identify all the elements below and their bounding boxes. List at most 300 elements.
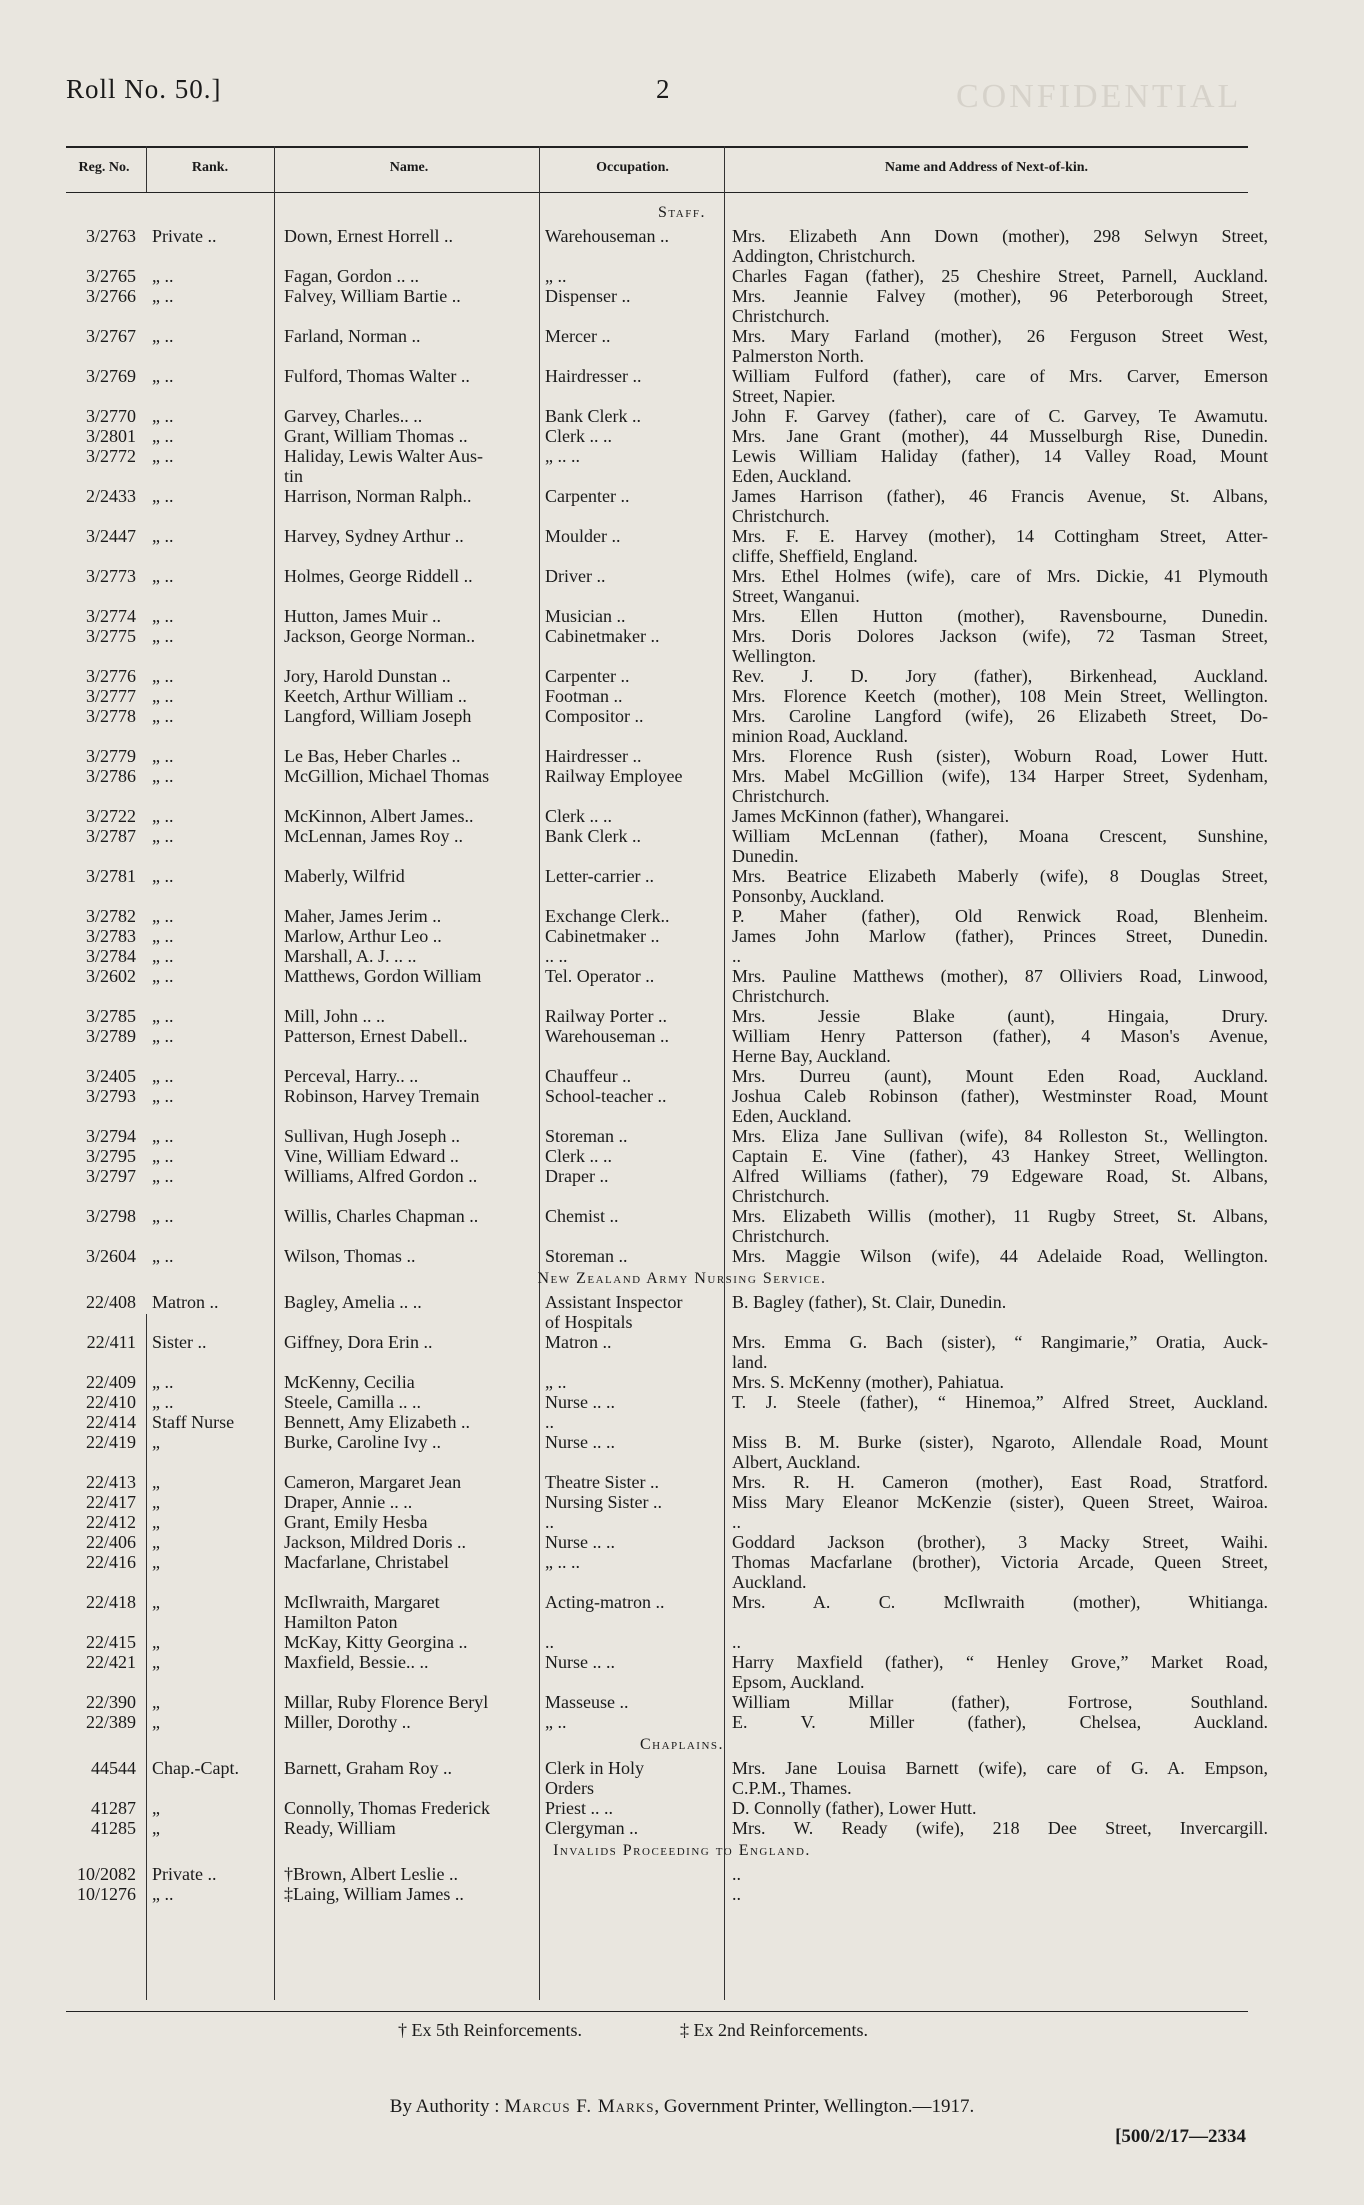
next-of-kin-cell: Miss B. M. Burke (sister), Ngaroto, Allendale Road, Mount: [732, 1432, 1268, 1452]
reg-number-cell: 3/2447: [85, 526, 136, 546]
occupation-cell: Carpenter ..: [545, 486, 630, 506]
rank-cell: „: [152, 1652, 160, 1672]
next-of-kin-cell: Mrs. Jeannie Falvey (mother), 96 Peterborough Street,: [732, 286, 1268, 306]
next-of-kin-cell: William Millar (father), Fortrose, Southland.: [732, 1692, 1268, 1712]
name-cell: Sullivan, Hugh Joseph ..: [284, 1126, 461, 1146]
occupation-cell: Priest .. ..: [545, 1798, 614, 1818]
column-header-rank: Rank.: [191, 160, 229, 175]
name-cell: McIlwraith, Margaret: [284, 1592, 440, 1612]
table-row: [0, 706, 1364, 726]
occupation-cell: Clerk .. ..: [545, 1146, 612, 1166]
table-row: [0, 1046, 1364, 1066]
occupation-cell: Driver ..: [545, 566, 606, 586]
occupation-cell: Storeman ..: [545, 1126, 628, 1146]
reg-number-cell: 3/2798: [85, 1206, 136, 1226]
table-row: [0, 626, 1364, 646]
occupation-cell: Nurse .. ..: [545, 1432, 615, 1452]
imprint-printer-name: Marcus F. Marks: [504, 2096, 655, 2117]
rank-cell: „ ..: [152, 766, 174, 786]
table-row: [0, 1246, 1364, 1266]
name-cell: Jackson, George Norman..: [284, 626, 476, 646]
column-header-reg: Reg. No.: [78, 160, 130, 175]
occupation-cell: Bank Clerk ..: [545, 406, 641, 426]
occupation-cell: of Hospitals: [545, 1312, 633, 1332]
occupation-cell: Hairdresser ..: [545, 746, 642, 766]
occupation-cell: Nurse .. ..: [545, 1392, 615, 1412]
next-of-kin-cell: D. Connolly (father), Lower Hutt.: [732, 1798, 977, 1818]
nominal-roll-table: [0, 200, 1364, 1904]
next-of-kin-cell: Christchurch.: [732, 1226, 830, 1246]
next-of-kin-cell: C.P.M., Thames.: [732, 1778, 852, 1798]
occupation-cell: .. ..: [545, 946, 568, 966]
table-row: [0, 1672, 1364, 1692]
next-of-kin-cell: Palmerston North.: [732, 346, 864, 366]
reg-number-cell: 3/2795: [85, 1146, 136, 1166]
next-of-kin-cell: Herne Bay, Auckland.: [732, 1046, 891, 1066]
table-row: [0, 1106, 1364, 1126]
reg-number-cell: 2/2433: [85, 486, 136, 506]
rank-cell: Staff Nurse: [152, 1412, 235, 1432]
next-of-kin-cell: Wellington.: [732, 646, 817, 666]
next-of-kin-cell: Mrs. Beatrice Elizabeth Maberly (wife), 8 Douglas Street,: [732, 866, 1268, 886]
section-heading: New Zealand Army Nursing Service.: [537, 1270, 827, 1287]
table-row: [0, 1186, 1364, 1206]
reg-number-cell: 10/2082: [76, 1864, 136, 1884]
table-row: [0, 446, 1364, 466]
next-of-kin-cell: Ponsonby, Auckland.: [732, 886, 885, 906]
reg-number-cell: 22/408: [85, 1292, 136, 1312]
rank-cell: „ ..: [152, 1884, 174, 1904]
name-cell: Fagan, Gordon .. ..: [284, 266, 419, 286]
name-cell: ‡Laing, William James ..: [284, 1884, 464, 1904]
occupation-cell: Musician ..: [545, 606, 626, 626]
print-order-code: [500/2/17—2334: [1115, 2126, 1246, 2147]
rank-cell: „: [152, 1632, 160, 1652]
name-cell: Williams, Alfred Gordon ..: [284, 1166, 478, 1186]
reg-number-cell: 44544: [91, 1758, 136, 1778]
next-of-kin-cell: Mrs. Durreu (aunt), Mount Eden Road, Auckland.: [732, 1066, 1268, 1086]
rank-cell: „ ..: [152, 1086, 174, 1106]
rank-cell: „ ..: [152, 1026, 174, 1046]
rank-cell: „ ..: [152, 446, 174, 466]
reg-number-cell: 22/406: [85, 1532, 136, 1552]
occupation-cell: Compositor ..: [545, 706, 644, 726]
name-cell: Macfarlane, Christabel: [284, 1552, 449, 1572]
table-row: [0, 1472, 1364, 1492]
next-of-kin-cell: Christchurch.: [732, 1186, 830, 1206]
name-cell: Maxfield, Bessie.. ..: [284, 1652, 429, 1672]
rank-cell: „ ..: [152, 686, 174, 706]
table-row: [0, 726, 1364, 746]
occupation-cell: Masseuse ..: [545, 1692, 629, 1712]
next-of-kin-cell: Mrs. Florence Keetch (mother), 108 Mein Street, Wellington.: [732, 686, 1268, 706]
table-row: [0, 1632, 1364, 1652]
occupation-cell: Nurse .. ..: [545, 1532, 615, 1552]
table-row: [0, 1552, 1364, 1572]
next-of-kin-cell: Albert, Auckland.: [732, 1452, 861, 1472]
occupation-cell: Theatre Sister ..: [545, 1472, 659, 1492]
rank-cell: „ ..: [152, 1006, 174, 1026]
table-row: [0, 526, 1364, 546]
reg-number-cell: 3/2763: [85, 226, 136, 246]
reg-number-cell: 3/2769: [85, 366, 136, 386]
reg-number-cell: 22/417: [85, 1492, 136, 1512]
rank-cell: „ ..: [152, 1126, 174, 1146]
table-row: [0, 766, 1364, 786]
reg-number-cell: 3/2787: [85, 826, 136, 846]
occupation-cell: Cabinetmaker ..: [545, 626, 660, 646]
name-cell: Barnett, Graham Roy ..: [284, 1758, 452, 1778]
next-of-kin-cell: Mrs. Maggie Wilson (wife), 44 Adelaide Road, Wellington.: [732, 1246, 1268, 1266]
table-row: [0, 1612, 1364, 1632]
table-row: [0, 1492, 1364, 1512]
next-of-kin-cell: ..: [732, 1632, 741, 1652]
table-row: [0, 366, 1364, 386]
next-of-kin-cell: P. Maher (father), Old Renwick Road, Blenheim.: [732, 906, 1268, 926]
table-row: [0, 506, 1364, 526]
reg-number-cell: 3/2784: [85, 946, 136, 966]
table-row: [0, 586, 1364, 606]
name-cell: Marlow, Arthur Leo ..: [284, 926, 442, 946]
name-cell: McLennan, James Roy ..: [284, 826, 463, 846]
name-cell: Millar, Ruby Florence Beryl: [284, 1692, 489, 1712]
reg-number-cell: 3/2604: [85, 1246, 136, 1266]
show-through-text: CONFIDENTIAL: [956, 78, 1242, 115]
occupation-cell: Nursing Sister ..: [545, 1492, 662, 1512]
name-cell: †Brown, Albert Leslie ..: [284, 1864, 458, 1884]
occupation-cell: Clerk .. ..: [545, 426, 612, 446]
name-cell: Patterson, Ernest Dabell..: [284, 1026, 468, 1046]
occupation-cell: Dispenser ..: [545, 286, 631, 306]
table-row: [0, 666, 1364, 686]
table-row: [0, 986, 1364, 1006]
next-of-kin-cell: cliffe, Sheffield, England.: [732, 546, 918, 566]
reg-number-cell: 3/2772: [85, 446, 136, 466]
next-of-kin-cell: land.: [732, 1352, 768, 1372]
table-row: [0, 1026, 1364, 1046]
table-row: [0, 286, 1364, 306]
table-row: [0, 946, 1364, 966]
name-cell: Steele, Camilla .. ..: [284, 1392, 421, 1412]
reg-number-cell: 3/2405: [85, 1066, 136, 1086]
rank-cell: „ ..: [152, 966, 174, 986]
occupation-cell: Acting-matron ..: [545, 1592, 665, 1612]
occupation-cell: „ .. ..: [545, 1552, 580, 1572]
reg-number-cell: 3/2783: [85, 926, 136, 946]
reg-number-cell: 3/2766: [85, 286, 136, 306]
reg-number-cell: 22/413: [85, 1472, 136, 1492]
table-row: [0, 1512, 1364, 1532]
table-row: [0, 566, 1364, 586]
column-header-occupation: Occupation.: [596, 160, 669, 175]
table-row: [0, 546, 1364, 566]
name-cell: Ready, William: [284, 1818, 396, 1838]
rank-cell: „: [152, 1592, 160, 1612]
name-cell: McKenny, Cecilia: [284, 1372, 415, 1392]
next-of-kin-cell: Mrs. A. C. McIlwraith (mother), Whitianga.: [732, 1592, 1268, 1612]
reg-number-cell: 22/421: [85, 1652, 136, 1672]
table-row: [0, 426, 1364, 446]
table-row: [0, 686, 1364, 706]
name-cell: Haliday, Lewis Walter Aus-: [284, 446, 484, 466]
next-of-kin-cell: Mrs. Caroline Langford (wife), 26 Elizabeth Street, Do-: [732, 706, 1268, 726]
table-row: [0, 486, 1364, 506]
next-of-kin-cell: John F. Garvey (father), care of C. Garvey, Te Awamutu.: [732, 406, 1268, 426]
rank-cell: „ ..: [152, 286, 174, 306]
table-row: [0, 646, 1364, 666]
name-cell: Jackson, Mildred Doris ..: [284, 1532, 466, 1552]
table-row: [0, 1592, 1364, 1612]
rank-cell: „ ..: [152, 866, 174, 886]
name-cell: Willis, Charles Chapman ..: [284, 1206, 479, 1226]
table-row: [0, 1392, 1364, 1412]
name-cell: Down, Ernest Horrell ..: [284, 226, 453, 246]
occupation-cell: Clerk in Holy: [545, 1758, 644, 1778]
next-of-kin-cell: Charles Fagan (father), 25 Cheshire Street, Parnell, Auckland.: [732, 266, 1268, 286]
next-of-kin-cell: Mrs. Eliza Jane Sullivan (wife), 84 Rolleston St., Wellington.: [732, 1126, 1268, 1146]
next-of-kin-cell: Harry Maxfield (father), “ Henley Grove,” Market Road,: [732, 1652, 1268, 1672]
next-of-kin-cell: Mrs. Florence Rush (sister), Woburn Road, Lower Hutt.: [732, 746, 1268, 766]
next-of-kin-cell: Lewis William Haliday (father), 14 Valley Road, Mount: [732, 446, 1268, 466]
table-row: [0, 346, 1364, 366]
occupation-cell: Chemist ..: [545, 1206, 619, 1226]
rank-cell: „ ..: [152, 486, 174, 506]
reg-number-cell: 3/2774: [85, 606, 136, 626]
page-number: 2: [656, 74, 670, 104]
rank-cell: „ ..: [152, 326, 174, 346]
name-cell: McKay, Kitty Georgina ..: [284, 1632, 468, 1652]
occupation-cell: Footman ..: [545, 686, 623, 706]
occupation-cell: Warehouseman ..: [545, 1026, 670, 1046]
occupation-cell: Hairdresser ..: [545, 366, 642, 386]
name-cell: Bagley, Amelia .. ..: [284, 1292, 422, 1312]
occupation-cell: „ ..: [545, 266, 567, 286]
occupation-cell: Tel. Operator ..: [545, 966, 655, 986]
reg-number-cell: 22/389: [85, 1712, 136, 1732]
occupation-cell: Exchange Clerk..: [545, 906, 670, 926]
next-of-kin-cell: Epsom, Auckland.: [732, 1672, 865, 1692]
rank-cell: „ ..: [152, 1066, 174, 1086]
occupation-cell: „ ..: [545, 1712, 567, 1732]
occupation-cell: Matron ..: [545, 1332, 612, 1352]
next-of-kin-cell: Mrs. S. McKenny (mother), Pahiatua.: [732, 1372, 1004, 1392]
reg-number-cell: 41287: [91, 1798, 136, 1818]
table-row: [0, 1146, 1364, 1166]
name-cell: Cameron, Margaret Jean: [284, 1472, 462, 1492]
footnote-dagger: † Ex 5th Reinforcements.: [398, 2020, 582, 2040]
section-heading: Invalids Proceeding to England.: [553, 1842, 811, 1859]
name-cell: Grant, Emily Hesba: [284, 1512, 428, 1532]
occupation-cell: School-teacher ..: [545, 1086, 667, 1106]
table-row: [0, 1332, 1364, 1352]
next-of-kin-cell: James McKinnon (father), Whangarei.: [732, 806, 1010, 826]
column-divider: [146, 146, 147, 192]
table-row: [0, 386, 1364, 406]
next-of-kin-cell: Mrs. Elizabeth Willis (mother), 11 Rugby Street, St. Albans,: [732, 1206, 1268, 1226]
rank-cell: „: [152, 1712, 160, 1732]
next-of-kin-cell: ..: [732, 946, 741, 966]
table-row: [0, 1166, 1364, 1186]
table-top-rule: [66, 146, 1248, 148]
next-of-kin-cell: ..: [732, 1864, 741, 1884]
next-of-kin-cell: ..: [732, 1512, 741, 1532]
name-cell: Langford, William Joseph: [284, 706, 472, 726]
rank-cell: Private ..: [152, 1864, 217, 1884]
reg-number-cell: 3/2767: [85, 326, 136, 346]
name-cell: Draper, Annie .. ..: [284, 1492, 413, 1512]
table-row: [0, 1352, 1364, 1372]
table-row: [0, 266, 1364, 286]
table-row: [0, 1798, 1364, 1818]
table-row: [0, 826, 1364, 846]
reg-number-cell: 3/2801: [85, 426, 136, 446]
rank-cell: „ ..: [152, 426, 174, 446]
reg-number-cell: 3/2793: [85, 1086, 136, 1106]
next-of-kin-cell: Mrs. Jane Louisa Barnett (wife), care of G. A. Empson,: [732, 1758, 1268, 1778]
next-of-kin-cell: Captain E. Vine (father), 43 Hankey Street, Wellington.: [732, 1146, 1268, 1166]
next-of-kin-cell: Mrs. Emma G. Bach (sister), “ Rangimarie,” Oratia, Auck-: [732, 1332, 1268, 1352]
next-of-kin-cell: William McLennan (father), Moana Crescent, Sunshine,: [732, 826, 1268, 846]
table-row: [0, 306, 1364, 326]
reg-number-cell: 22/419: [85, 1432, 136, 1452]
next-of-kin-cell: Addington, Christchurch.: [732, 246, 916, 266]
next-of-kin-cell: Goddard Jackson (brother), 3 Macky Street, Waihi.: [732, 1532, 1268, 1552]
next-of-kin-cell: Auckland.: [732, 1572, 807, 1592]
name-cell: Marshall, A. J. .. ..: [284, 946, 417, 966]
rank-cell: „ ..: [152, 566, 174, 586]
rank-cell: „: [152, 1432, 160, 1452]
next-of-kin-cell: Miss Mary Eleanor McKenzie (sister), Queen Street, Wairoa.: [732, 1492, 1268, 1512]
rank-cell: „: [152, 1552, 160, 1572]
table-row: [0, 606, 1364, 626]
table-header-rule: [66, 192, 1248, 193]
rank-cell: „ ..: [152, 746, 174, 766]
next-of-kin-cell: Christchurch.: [732, 986, 830, 1006]
occupation-cell: Assistant Inspector: [545, 1292, 683, 1312]
occupation-cell: Clergyman ..: [545, 1818, 639, 1838]
occupation-cell: ..: [545, 1412, 554, 1432]
table-row: [0, 466, 1364, 486]
table-row: [0, 1226, 1364, 1246]
rank-cell: „ ..: [152, 906, 174, 926]
reg-number-cell: 3/2782: [85, 906, 136, 926]
table-row: [0, 1126, 1364, 1146]
next-of-kin-cell: Mrs. Jane Grant (mother), 44 Musselburgh Rise, Dunedin.: [732, 426, 1268, 446]
next-of-kin-cell: Mrs. Ellen Hutton (mother), Ravensbourne, Dunedin.: [732, 606, 1268, 626]
table-row: [0, 1692, 1364, 1712]
next-of-kin-cell: Joshua Caleb Robinson (father), Westminster Road, Mount: [732, 1086, 1268, 1106]
next-of-kin-cell: Mrs. Pauline Matthews (mother), 87 Olliviers Road, Linwood,: [732, 966, 1268, 986]
rank-cell: „ ..: [152, 806, 174, 826]
table-row: [0, 1712, 1364, 1732]
next-of-kin-cell: Eden, Auckland.: [732, 1106, 852, 1126]
rank-cell: „ ..: [152, 666, 174, 686]
name-cell: Matthews, Gordon William: [284, 966, 482, 986]
rank-cell: Private ..: [152, 226, 217, 246]
rank-cell: „: [152, 1818, 160, 1838]
table-row: [0, 1884, 1364, 1904]
next-of-kin-cell: E. V. Miller (father), Chelsea, Auckland.: [732, 1712, 1268, 1732]
rank-cell: „ ..: [152, 1246, 174, 1266]
name-cell: Robinson, Harvey Tremain: [284, 1086, 480, 1106]
rank-cell: Matron ..: [152, 1292, 219, 1312]
table-row: [0, 906, 1364, 926]
table-row: [0, 1412, 1364, 1432]
next-of-kin-cell: Mrs. Mary Farland (mother), 26 Ferguson Street West,: [732, 326, 1268, 346]
next-of-kin-cell: James Harrison (father), 46 Francis Avenue, St. Albans,: [732, 486, 1268, 506]
section-heading: Chaplains.: [639, 1736, 725, 1753]
reg-number-cell: 22/410: [85, 1392, 136, 1412]
occupation-cell: Clerk .. ..: [545, 806, 612, 826]
rank-cell: „ ..: [152, 1372, 174, 1392]
table-row: [0, 1758, 1364, 1778]
name-cell: Vine, William Edward ..: [284, 1146, 459, 1166]
reg-number-cell: 3/2778: [85, 706, 136, 726]
table-row: [0, 1006, 1364, 1026]
reg-number-cell: 3/2765: [85, 266, 136, 286]
next-of-kin-cell: Mrs. Elizabeth Ann Down (mother), 298 Selwyn Street,: [732, 226, 1268, 246]
reg-number-cell: 3/2770: [85, 406, 136, 426]
occupation-cell: „ ..: [545, 1372, 567, 1392]
name-cell: Le Bas, Heber Charles ..: [284, 746, 461, 766]
name-cell: McGillion, Michael Thomas: [284, 766, 490, 786]
rank-cell: „: [152, 1692, 160, 1712]
table-row: [0, 886, 1364, 906]
table-row: [0, 1372, 1364, 1392]
name-cell: Wilson, Thomas ..: [284, 1246, 416, 1266]
name-cell: Bennett, Amy Elizabeth ..: [284, 1412, 470, 1432]
rank-cell: „ ..: [152, 1146, 174, 1166]
name-cell: Perceval, Harry.. ..: [284, 1066, 419, 1086]
table-row: [0, 1312, 1364, 1332]
reg-number-cell: 22/412: [85, 1512, 136, 1532]
name-cell: Garvey, Charles.. ..: [284, 406, 423, 426]
reg-number-cell: 22/415: [85, 1632, 136, 1652]
rank-cell: „ ..: [152, 926, 174, 946]
occupation-cell: Mercer ..: [545, 326, 611, 346]
rank-cell: „: [152, 1798, 160, 1818]
table-row: [0, 1572, 1364, 1592]
printer-imprint: [0, 2096, 1364, 2118]
next-of-kin-cell: Rev. J. D. Jory (father), Birkenhead, Auckland.: [732, 666, 1268, 686]
occupation-cell: Railway Employee: [545, 766, 683, 786]
reg-number-cell: 3/2777: [85, 686, 136, 706]
rank-cell: „ ..: [152, 526, 174, 546]
rank-cell: „ ..: [152, 946, 174, 966]
next-of-kin-cell: Street, Napier.: [732, 386, 836, 406]
rank-cell: „ ..: [152, 1166, 174, 1186]
table-row: [0, 1086, 1364, 1106]
rank-cell: Chap.-Capt.: [152, 1758, 239, 1778]
reg-number-cell: 3/2602: [85, 966, 136, 986]
next-of-kin-cell: Mrs. Jessie Blake (aunt), Hingaia, Drury.: [732, 1006, 1268, 1026]
reg-number-cell: 3/2775: [85, 626, 136, 646]
table-row: [0, 926, 1364, 946]
occupation-cell: „ .. ..: [545, 446, 580, 466]
occupation-cell: Bank Clerk ..: [545, 826, 641, 846]
name-cell: Jory, Harold Dunstan ..: [284, 666, 451, 686]
name-cell: Farland, Norman ..: [284, 326, 421, 346]
rank-cell: Sister ..: [152, 1332, 207, 1352]
table-row: [0, 226, 1364, 246]
reg-number-cell: 3/2781: [85, 866, 136, 886]
table-row: [0, 1532, 1364, 1552]
name-cell: Harvey, Sydney Arthur ..: [284, 526, 464, 546]
next-of-kin-cell: ..: [732, 1884, 741, 1904]
rank-cell: „ ..: [152, 266, 174, 286]
occupation-cell: ..: [545, 1632, 554, 1652]
reg-number-cell: 3/2794: [85, 1126, 136, 1146]
